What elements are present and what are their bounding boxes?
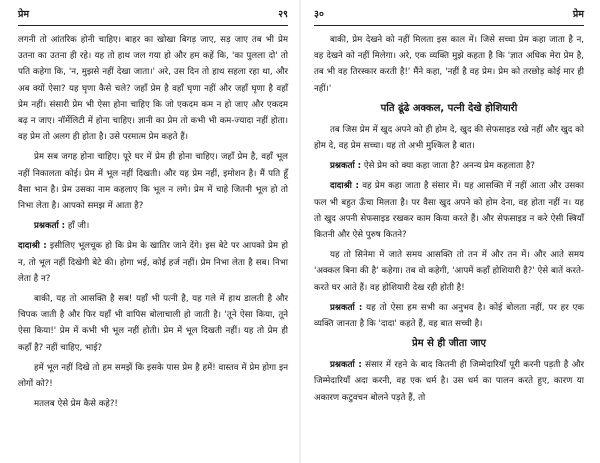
dadashri-label: दादाश्री : — [330, 181, 359, 192]
answer-block — [314, 178, 584, 243]
right-page-number: ३० — [314, 8, 324, 20]
question-text: हाँ जी। — [67, 221, 90, 232]
page-gutter — [299, 0, 301, 463]
questioner-label: प्रश्नकर्ता : — [34, 221, 66, 232]
dadashri-label: दादाश्री : — [18, 241, 47, 252]
left-page — [0, 0, 298, 463]
right-page-title: प्रेम — [572, 8, 584, 20]
question-text: संसार में रहने के बाद कितनी ही जिम्मेदारियाँ पूरी करनी पड़ती है और जिम्मेदारियाँ अदा करनी, वह एक धर्म है। उस धर्म का पालन करते हुए, कारण या अकारण कटुवचन बोलने पड़ते हैं, तो — [314, 360, 585, 403]
paragraph: मतलब ऐसे प्रेम कैसे कहे?! — [34, 399, 118, 410]
questioner-label: प्रश्नकर्ता : — [330, 161, 362, 172]
left-page-title: प्रेम — [18, 8, 30, 20]
question-block — [314, 158, 584, 174]
question-block — [314, 300, 584, 332]
answer-text: इसीलिए भूलचूक हो कि प्रेम के खातिर जाने देंगे। इस बेटे पर आपको प्रेम हो न, तो भूल नहीं दिखेगी बेटे की। होगा भई, कोई हर्ज नहीं। प्रेम निभा लेता है सब। निभा लेता है न? — [18, 241, 289, 284]
left-page-number: २९ — [278, 8, 288, 20]
question-text: यह तो ऐसा हम सभी का अनुभव है। कोई बोलता नहीं, पर हर एक व्यक्ति जानता है कि 'दादा' कहते हैं, वह बात सच्ची है। — [314, 302, 584, 330]
paragraph: लगनी तो आंतरिक होनी चाहिए। बाहर का खोखा बिगड़ जाए, सड़ जाए तब भी प्रेम उतना का उतना ही रहे। यह तो हाथ जल गया हो और हम कहें कि, 'का पुलला दो' तो पति कहेगा कि, 'न, मुझसे नहीं देखा जाता।' अरे, उस दिन तो हाथ सहला रहा था, और अब क्यों ऐसा? यह घृणा कैसे चले? जहाँ प्रेम है वहाँ घृणा नहीं और जहाँ घृणा है वहाँ प्रेम नहीं। संसारी प्रेम भी ऐसा होना चाहिए कि जो एकदम कम न हो जाए और एकदम बढ़ न जाए। नॉर्मेलिटी में होना चाहिए। ज्ञानी का प्रेम तो कभी भी कम-ज्यादा नहीं होता। वह प्रेम तो अलग ही होता है। उसे परमात्म प्रेम कहते हैं। — [18, 35, 288, 143]
section-heading: पति ढूंढे अक्कल, पत्नी देखे होशियारी — [380, 102, 518, 114]
answer-text: वह प्रेम कहा जाता है संसार में। यह आसक्ति में नहीं आता और उसका फल भी बहुत ऊँचा मिलता है। पर वैसा खुद अपने को होम देना, वह होता नहीं न। यह तो खुद अपनी सेफसाइड रखकर काम किया करते हैं। और सेफसाइड न करे ऐसी स्त्रियाँ कितनी और ऐसे पुरुष कितने? — [314, 181, 584, 241]
questioner-label: प्रश्नकर्ता : — [330, 360, 362, 371]
question-text: ऐसे प्रेम को क्या कहा जाता है? अनन्य प्रेम कहलाता है? — [363, 161, 535, 172]
question-block — [314, 357, 584, 406]
right-header-rule — [314, 25, 584, 26]
left-page-header — [18, 8, 288, 22]
paragraph: बाकी, प्रेम देखने को नहीं मिलता इस काल में। जिसे सच्चा प्रेम कहा जाता है न, वह देखने को नहीं मिलेगा। अरे, एक व्यक्ति मुझे कहता है कि 'ज्ञात अधिक मेरा प्रेम है, तब भी वह तिरस्कार करती है!' मैंने कहा, 'नहीं है वह प्रेम। प्रेम को तरछोड़ कोई मार ही नहीं।' — [314, 35, 584, 94]
paragraph: तब जिस प्रेम में खुद अपने को ही होम दे, खुद की सेफसाइड रखे नहीं और खुद को होम दे, वह प्रेम सच्चा। यह तो अभी मुश्किल है बात। — [314, 124, 584, 152]
section-heading: प्रेम से ही जीता जाए — [411, 338, 487, 350]
paragraph: यह तो सिनेमा में जाते समय आसक्ति तो तन में और तन में। और आते समय 'अक्कल बिना की है' कहेगा। तब वो कहेगी, 'आपमें कहाँ होशियारी है?' ऐसे बातें करते-करते घर आते हैं। वह होशियारी देख रही होती है! — [314, 250, 584, 293]
questioner-label: प्रश्नकर्ता : — [330, 302, 363, 313]
paragraph: प्रेम सब जगह होना चाहिए। पूरे घर में प्रेम ही होना चाहिए। जहाँ प्रेम है, वहाँ भूल नहीं निकालता कोई। प्रेम में भूल नहीं दिखती। और यह प्रेम नहीं, इमोशन है। मैं पति हूँ वैसा भान है। प्रेम उसका नाम कहलाए कि भूल न लगे। प्रेम में चाहे जितनी भूल हो तो निभा लेता है। आपको समझ में आता है? — [18, 152, 288, 212]
right-page — [302, 0, 600, 463]
question-block — [18, 218, 288, 234]
answer-block — [18, 238, 288, 287]
paragraph: बाकी, यह तो आसक्ति है सब! यहाँ भी पत्नी है, यह गले में हाथ डालती है और चिपक जाती है और फिर यहाँ भी वापिस बोलाचाली हो जाती है। 'तूने ऐसा किया, तूने ऐसा किया!' प्रेम में कभी भी भूल नहीं होती। प्रेम में भूल दिखती नहीं। यह तो प्रेम ही कहाँ है? नहीं चाहिए, भाई? — [18, 294, 288, 353]
paragraph: हमें भूल नहीं दिखे तो हम समझें कि इसके पास प्रेम है हमें! वास्तव में प्रेम होगा इन लोगों को?! — [18, 362, 288, 390]
left-header-rule — [18, 25, 288, 26]
right-page-header — [314, 8, 584, 22]
